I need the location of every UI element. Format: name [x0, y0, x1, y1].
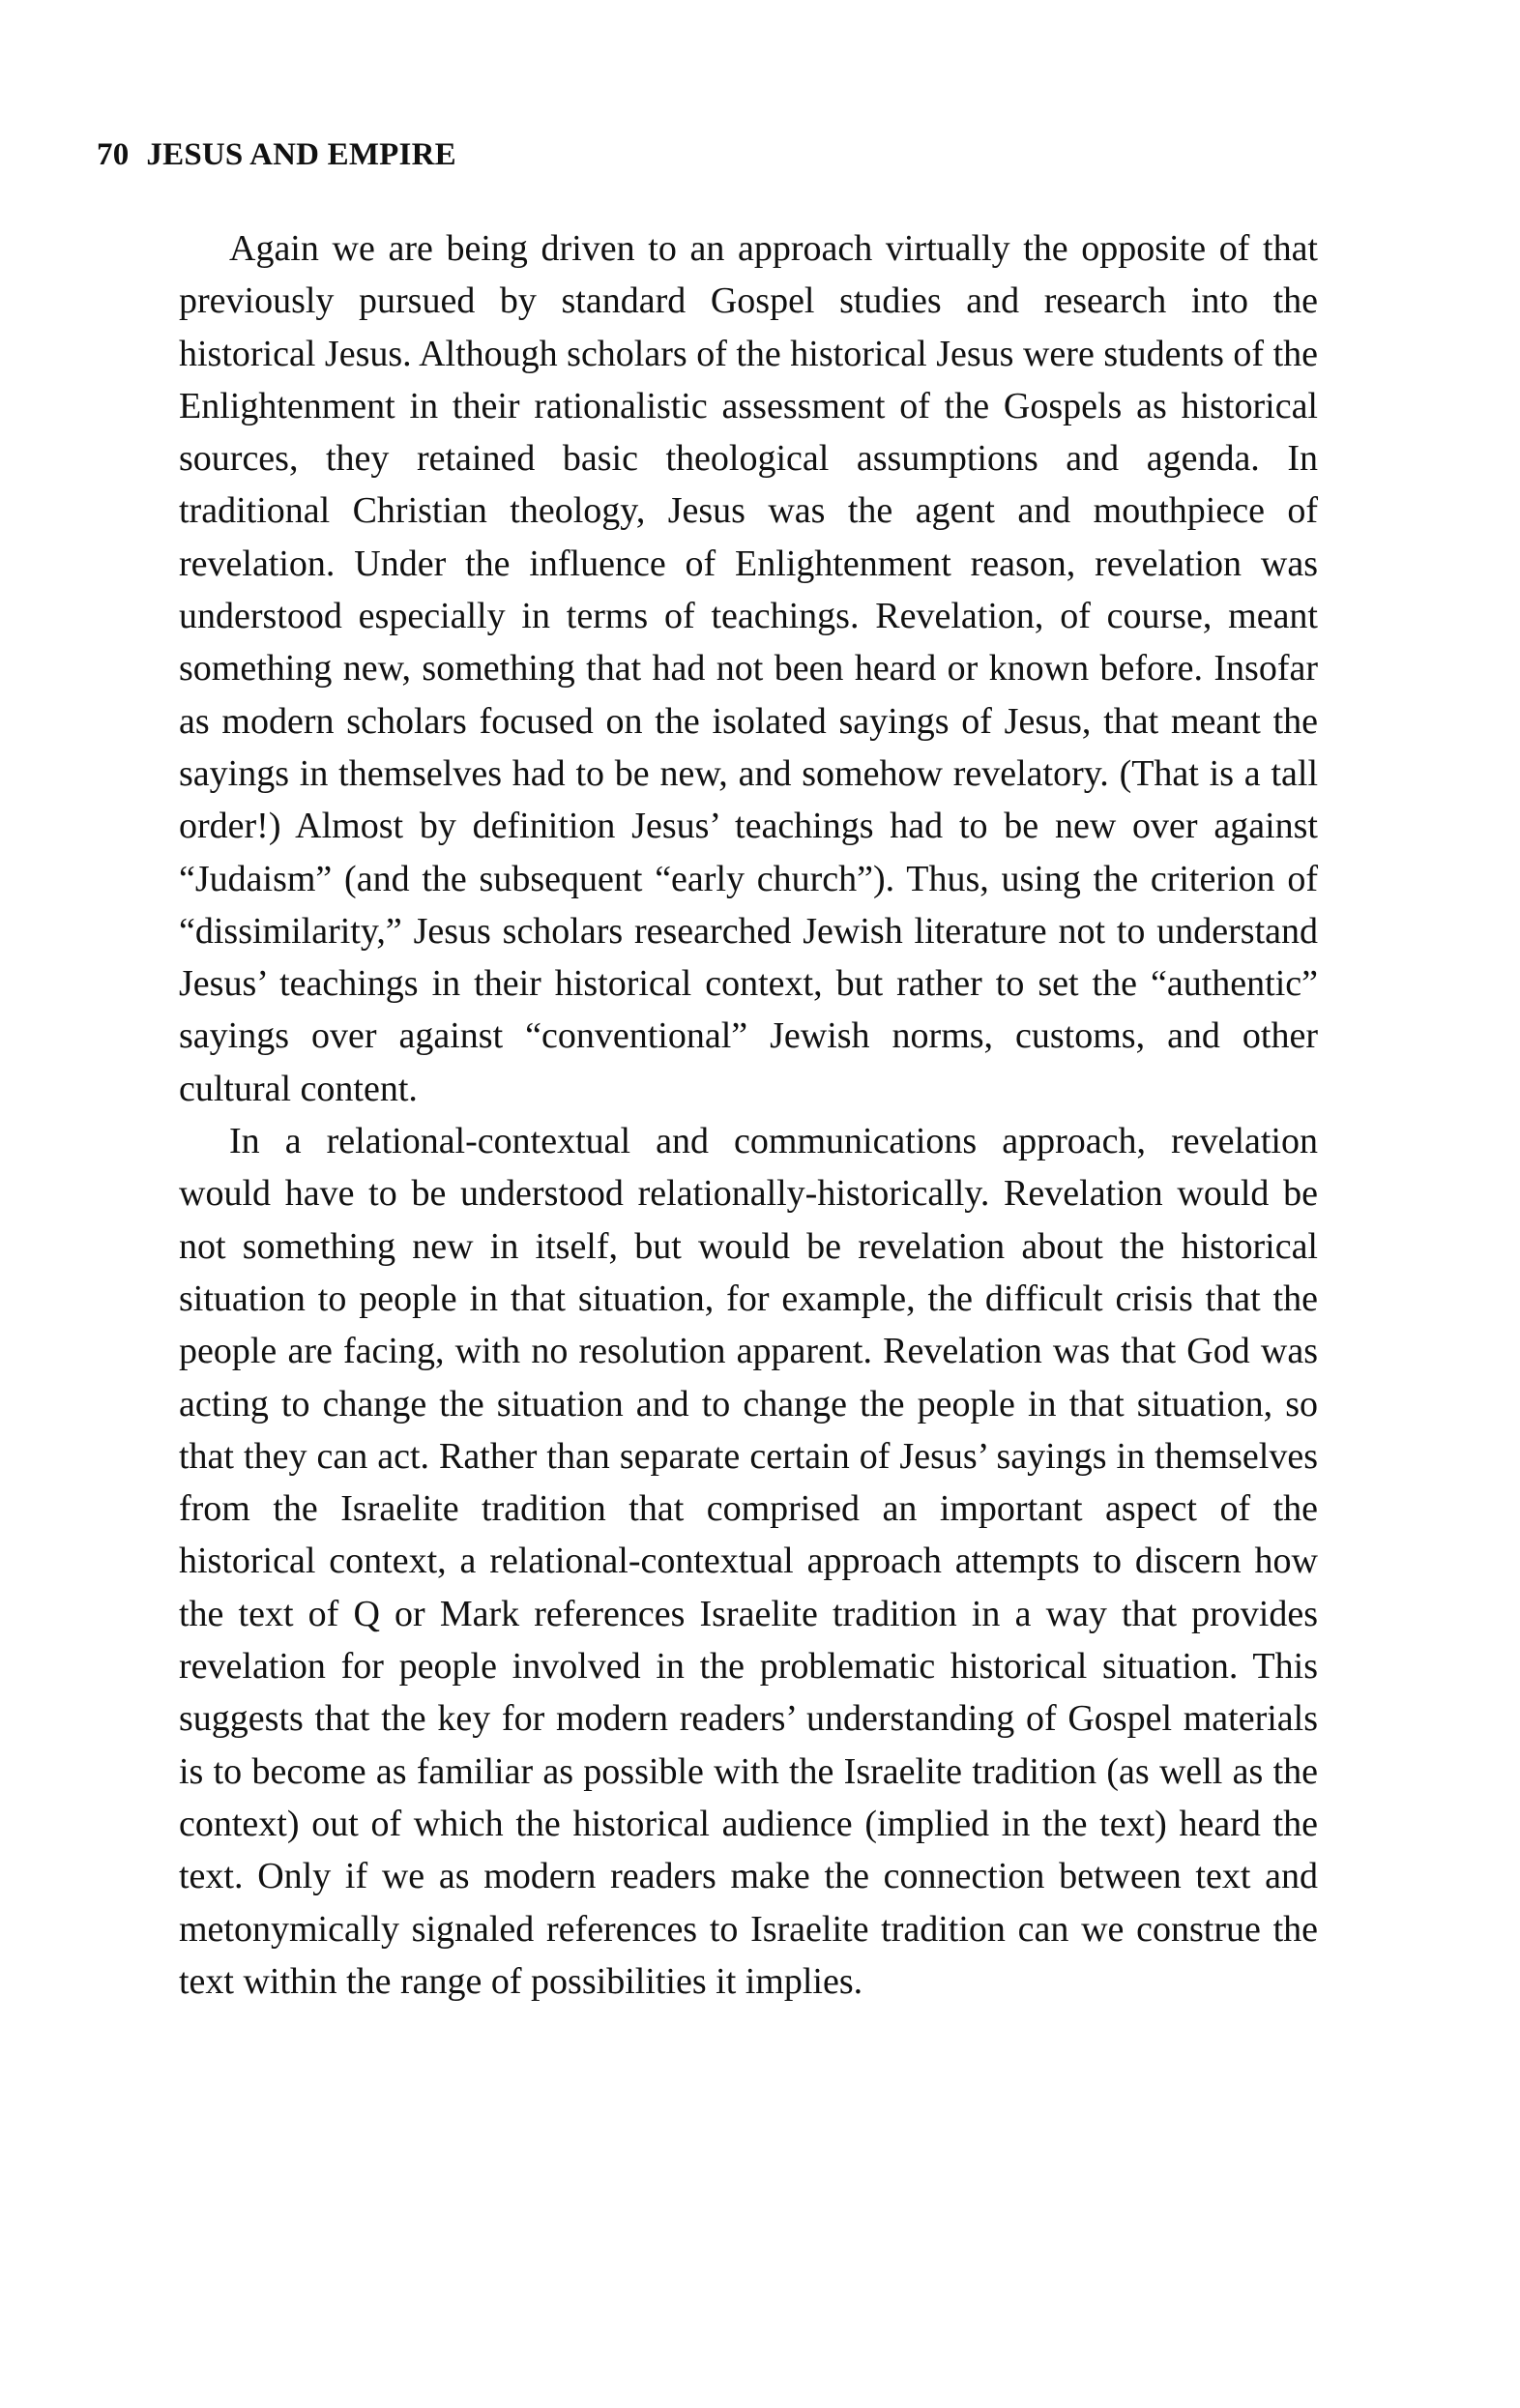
- running-head: [97, 135, 456, 174]
- running-title: JESUS AND EMPIRE: [146, 137, 456, 172]
- page-number: 70: [97, 137, 130, 172]
- body-text: [179, 222, 1318, 2008]
- paragraph: Again we are being driven to an approach virtually the opposite of that previously pursued by standard Gospel studies and research into the historical Jesus. Although scholars of the historical Jesus were students of the Enlightenment in their rationalistic assessment of the Gospels as historical sources, they retained basic theological assumptions and agenda. In traditional Christian theology, Jesus was the agent and mouthpiece of revelation. Under the influence of Enlightenment reason, revelation was understood especially in terms of teachings. Revelation, of course, meant something new, something that had not been heard or known before. Insofar as modern scholars focused on the isolated sayings of Jesus, that meant the sayings in themselves had to be new, and somehow revelatory. (That is a tall order!) Almost by definition Jesus’ teachings had to be new over against “Judaism” (and the subsequent “early church”). Thus, using the criterion of “dissimilarity,” Jesus scholars researched Jewish literature not to understand Jesus’ teachings in their historical context, but rather to set the “authentic” sayings over against “conventional” Jewish norms, customs, and other cultural content.: [179, 228, 1318, 1109]
- paragraph: In a relational-contextual and communications approach, revelation would have to be understood relationally-historically. Revelation would be not something new in itself, but would be revelation about the historical situation to people in that situation, for example, the difficult crisis that the people are facing, with no resolution apparent. Revelation was that God was acting to change the situation and to change the people in that situation, so that they can act. Rather than separate certain of Jesus’ sayings in themselves from the Israelite tradition that comprised an important aspect of the historical context, a relational-contextual approach attempts to discern how the text of Q or Mark references Israelite tradition in a way that provides revelation for people involved in the problematic historical situation. This suggests that the key for modern readers’ understanding of Gospel materials is to become as familiar as possible with the Israelite tradition (as well as the context) out of which the historical audience (implied in the text) heard the text. Only if we as modern readers make the connection between text and metonymically signaled references to Israelite tradition can we construe the text within the range of possibilities it implies.: [179, 1121, 1318, 2002]
